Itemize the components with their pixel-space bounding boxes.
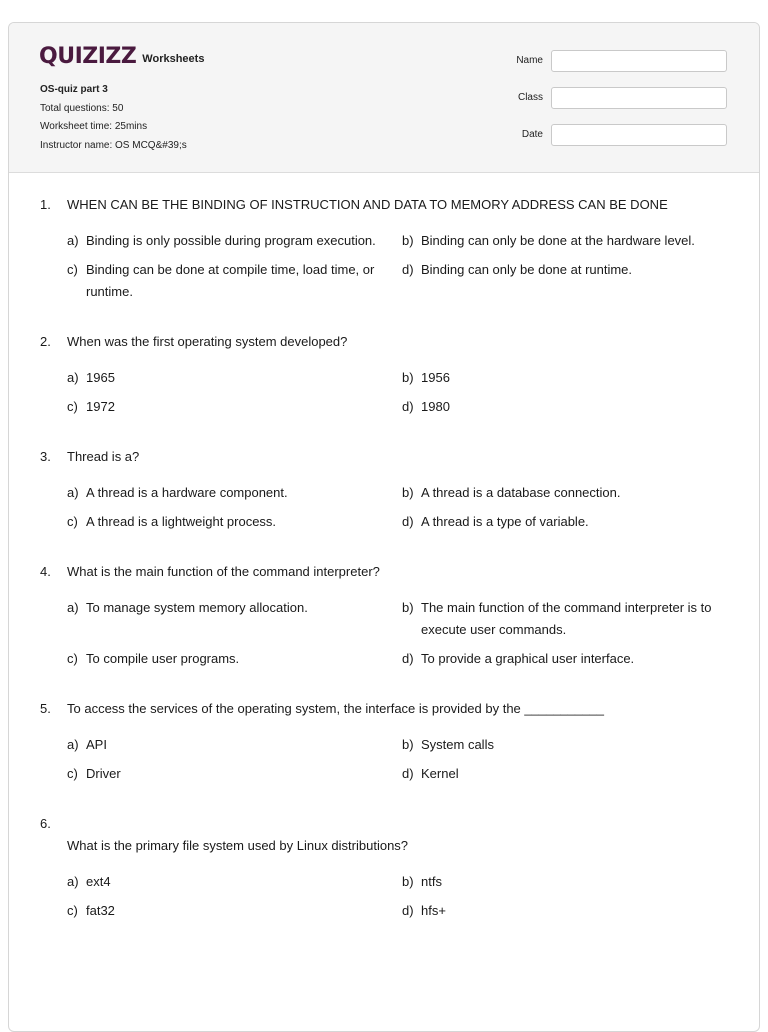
question-number: 4. <box>40 564 51 579</box>
option-c <box>67 259 402 303</box>
option-text: hfs+ <box>421 903 446 918</box>
option-text: ext4 <box>86 874 111 889</box>
option-text: Binding can only be done at runtime. <box>421 262 633 277</box>
option-text: 1965 <box>86 370 115 385</box>
option-text: Kernel <box>421 766 459 781</box>
option-text: A thread is a database connection. <box>421 485 621 500</box>
question-text: When was the first operating system developed? <box>67 334 348 349</box>
option-c <box>67 511 402 533</box>
option-letter: d) <box>402 766 414 781</box>
option-letter: b) <box>402 485 414 500</box>
brand-name: QUIZIZZ <box>39 44 137 69</box>
option-c <box>67 396 402 418</box>
option-text: Binding is only possible during program execution. <box>86 233 376 248</box>
worksheet-header <box>9 23 759 173</box>
option-letter: b) <box>402 874 414 889</box>
option-list <box>67 230 729 303</box>
instructor-name: Instructor name: OS MCQ&#39;s <box>40 139 187 151</box>
option-letter: a) <box>67 737 79 752</box>
option-list <box>67 871 729 922</box>
option-text: To compile user programs. <box>86 651 240 666</box>
option-text: 1972 <box>86 399 115 414</box>
question-number: 3. <box>40 449 51 464</box>
option-d <box>402 763 732 785</box>
question-text: Thread is a? <box>67 449 140 464</box>
option-d <box>402 396 732 418</box>
option-letter: c) <box>67 651 78 666</box>
question-number: 6. <box>40 816 51 831</box>
option-text: A thread is a lightweight process. <box>86 514 277 529</box>
option-letter: a) <box>67 233 79 248</box>
option-text: A thread is a type of variable. <box>421 514 589 529</box>
option-letter: c) <box>67 903 78 918</box>
option-list <box>67 597 729 670</box>
option-text: 1956 <box>421 370 450 385</box>
option-text: To manage system memory allocation. <box>86 600 308 615</box>
question-5 <box>9 670 759 785</box>
option-text: ntfs <box>421 874 442 889</box>
option-text: API <box>86 737 107 752</box>
option-c <box>67 900 402 922</box>
option-d <box>402 259 732 303</box>
option-text: A thread is a hardware component. <box>86 485 288 500</box>
option-letter: a) <box>67 600 79 615</box>
question-list <box>9 173 759 922</box>
worksheet-meta <box>40 81 187 155</box>
date-field[interactable] <box>551 124 727 146</box>
question-text: What is the primary file system used by Linux distributions? <box>67 838 409 853</box>
worksheet-title: OS-quiz part 3 <box>40 84 108 95</box>
name-row <box>516 49 727 72</box>
option-text: Binding can only be done at the hardware level. <box>421 233 695 248</box>
option-letter: c) <box>67 766 78 781</box>
question-text: WHEN CAN BE THE BINDING OF INSTRUCTION AND DATA TO MEMORY ADDRESS CAN BE DONE <box>67 197 668 212</box>
option-letter: a) <box>67 485 79 500</box>
option-text: System calls <box>421 737 494 752</box>
quizizz-logo <box>39 43 204 69</box>
option-text: Driver <box>86 766 121 781</box>
option-c <box>67 648 402 670</box>
option-letter: c) <box>67 399 78 414</box>
option-d <box>402 648 732 670</box>
question-number: 1. <box>40 197 51 212</box>
worksheet-time: Worksheet time: 25mins <box>40 121 148 132</box>
name-label: Name <box>516 55 543 66</box>
option-letter: d) <box>402 262 414 277</box>
option-text: 1980 <box>421 399 450 414</box>
brand-subtitle: Worksheets <box>142 53 205 65</box>
class-field[interactable] <box>551 87 727 109</box>
option-letter: d) <box>402 399 414 414</box>
option-b <box>402 367 732 389</box>
question-1 <box>9 173 759 303</box>
option-text: To provide a graphical user interface. <box>421 651 635 666</box>
option-d <box>402 900 732 922</box>
name-field[interactable] <box>551 50 727 72</box>
class-row <box>516 86 727 109</box>
option-letter: a) <box>67 874 79 889</box>
question-6 <box>9 785 759 922</box>
question-number: 2. <box>40 334 51 349</box>
option-b <box>402 230 732 252</box>
option-letter: c) <box>67 262 78 277</box>
option-b <box>402 871 732 893</box>
class-label: Class <box>517 92 543 103</box>
question-text: To access the services of the operating system, the interface is provided by the ___________ <box>67 701 604 716</box>
option-letter: b) <box>402 600 414 615</box>
student-fields <box>516 49 727 160</box>
option-list <box>67 367 729 418</box>
option-a <box>67 871 402 893</box>
question-4 <box>9 533 759 670</box>
option-b <box>402 482 732 504</box>
total-questions: Total questions: 50 <box>40 102 124 114</box>
option-list <box>67 482 729 533</box>
question-2 <box>9 303 759 418</box>
option-letter: b) <box>402 737 414 752</box>
option-b <box>402 734 732 756</box>
option-text: Binding can be done at compile time, load time, or runtime. <box>86 262 375 299</box>
option-letter: c) <box>67 514 78 529</box>
option-a <box>67 482 402 504</box>
option-a <box>67 597 402 641</box>
option-d <box>402 511 732 533</box>
option-b <box>402 597 732 641</box>
option-text: The main function of the command interpreter is to execute user commands. <box>421 600 712 637</box>
option-letter: b) <box>402 370 414 385</box>
option-a <box>67 734 402 756</box>
question-3 <box>9 418 759 533</box>
option-c <box>67 763 402 785</box>
option-letter: d) <box>402 514 414 529</box>
option-letter: d) <box>402 903 414 918</box>
date-row <box>516 123 727 146</box>
worksheet <box>8 22 760 1032</box>
date-label: Date <box>521 129 543 140</box>
question-text: What is the main function of the command interpreter? <box>67 564 380 579</box>
option-a <box>67 230 402 252</box>
question-number: 5. <box>40 701 51 716</box>
option-text: fat32 <box>86 903 115 918</box>
option-letter: d) <box>402 651 414 666</box>
option-list <box>67 734 729 785</box>
option-letter: b) <box>402 233 414 248</box>
option-a <box>67 367 402 389</box>
option-letter: a) <box>67 370 79 385</box>
